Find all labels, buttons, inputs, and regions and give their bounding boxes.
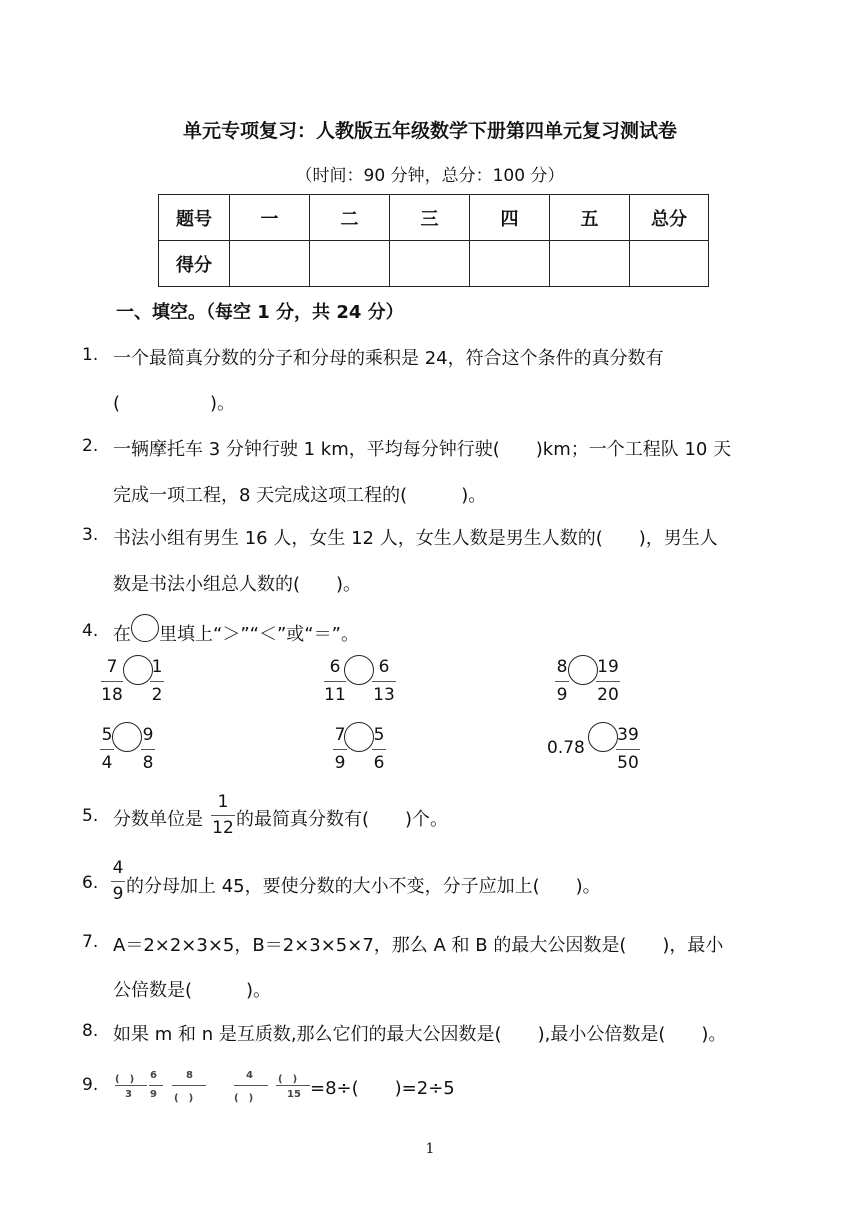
fraction-bar: [101, 681, 123, 682]
fraction-5-6: 5 6: [373, 725, 385, 773]
comparison-circle-icon[interactable]: [344, 722, 374, 752]
fraction-bar: [115, 1085, 147, 1086]
question-2-text-cont: 完成一项工程，8 天完成这项工程的( )。: [113, 485, 487, 506]
question-4-post: 里填上“＞”“＜”或“＝”。: [159, 624, 359, 645]
question-number: 8.: [82, 1021, 99, 1041]
q9-f4-num: 4: [246, 1070, 253, 1081]
q9-f1-den: 3: [125, 1089, 132, 1100]
score-cell[interactable]: [230, 241, 310, 287]
header-cell-total: 总分: [630, 195, 709, 241]
question-5-post: 的最简真分数有( )个。: [236, 809, 449, 830]
question-8-text: 如果 m 和 n 是互质数,那么它们的最大公因数是( ),最小公倍数是( )。: [113, 1024, 727, 1045]
exam-time-info: （时间：90 分钟，总分：100 分）: [295, 166, 565, 186]
fraction-1-12: 1 12: [212, 792, 234, 838]
header-cell-part-3: 三: [390, 195, 470, 241]
question-number: 9.: [82, 1075, 99, 1095]
header-cell-part-2: 二: [310, 195, 390, 241]
question-1-text: 一个最简真分数的分子和分母的乘积是 24，符合这个条件的真分数有: [113, 348, 664, 369]
fraction-bar: [111, 881, 125, 882]
score-table: [158, 194, 709, 287]
fraction-7-18: 7 18: [101, 657, 123, 705]
q9-f2-num: 6: [150, 1070, 157, 1081]
question-number: 7.: [82, 932, 99, 952]
fraction-bar: [211, 815, 235, 816]
header-cell-part-5: 五: [550, 195, 630, 241]
fraction-bar: [333, 749, 347, 750]
question-number: 1.: [82, 345, 99, 365]
fraction-4-9: 4 9: [112, 858, 124, 904]
header-cell-question-number: 题号: [159, 195, 230, 241]
score-row-label: 得分: [159, 241, 230, 287]
score-cell[interactable]: [310, 241, 390, 287]
score-cell[interactable]: [470, 241, 550, 287]
fraction-bar: [141, 749, 155, 750]
question-7-text: A＝2×2×3×5，B＝2×3×5×7，那么 A 和 B 的最大公因数是( )，最小: [113, 935, 724, 956]
q9-f5-den: 15: [287, 1089, 301, 1100]
question-number: 4.: [82, 621, 99, 641]
question-number: 2.: [82, 436, 99, 456]
page-number: 1: [425, 1141, 435, 1157]
comparison-circle-icon: [131, 614, 159, 642]
fraction-19-20: 19 20: [597, 657, 619, 705]
question-3-text: 书法小组有男生 16 人，女生 12 人，女生人数是男生人数的( )，男生人: [113, 528, 718, 549]
q9-f3-num: 8: [186, 1070, 193, 1081]
question-2-text: 一辆摩托车 3 分钟行驶 1 km，平均每分钟行驶( )km；一个工程队 10 天: [113, 439, 732, 460]
score-cell[interactable]: [630, 241, 709, 287]
question-number: 5.: [82, 806, 99, 826]
fraction-bar: [234, 1085, 268, 1086]
comparison-circle-icon[interactable]: [123, 655, 153, 685]
header-cell-part-4: 四: [470, 195, 550, 241]
q9-f3-den: ( ): [174, 1093, 194, 1104]
fraction-6-11: 6 11: [324, 657, 346, 705]
fraction-bar: [555, 681, 569, 682]
question-number: 3.: [82, 525, 99, 545]
header-cell-part-1: 一: [230, 195, 310, 241]
decimal-value: 0.78: [547, 738, 585, 758]
fraction-bar: [149, 1085, 163, 1086]
question-6-text: 的分母加上 45，要使分数的大小不变，分子应加上( )。: [126, 876, 601, 897]
question-9-tail: =8÷( )=2÷5: [310, 1078, 455, 1099]
question-1-answer-blank: ( )。: [113, 393, 236, 414]
q9-f1-num: ( ): [115, 1074, 135, 1085]
fraction-bar: [100, 749, 114, 750]
section-heading-fill-in: 一、填空。（每空 1 分，共 24 分）: [116, 302, 404, 323]
question-number: 6.: [82, 873, 99, 893]
comparison-circle-icon[interactable]: [588, 722, 618, 752]
question-3-text-cont: 数是书法小组总人数的( )。: [113, 574, 362, 595]
fraction-bar: [150, 681, 164, 682]
fraction-8-9: 8 9: [556, 657, 568, 705]
fraction-bar: [372, 749, 386, 750]
fraction-9-8: 9 8: [142, 725, 154, 773]
fraction-5-4: 5 4: [101, 725, 113, 773]
fraction-bar: [616, 749, 640, 750]
fraction-bar: [276, 1085, 310, 1086]
q9-f5-num: ( ): [278, 1074, 298, 1085]
question-7-text-cont: 公倍数是( )。: [113, 980, 272, 1001]
fraction-bar: [172, 1085, 206, 1086]
question-4-pre: 在: [113, 624, 131, 645]
fraction-1-2: 1 2: [151, 657, 163, 705]
score-cell[interactable]: [390, 241, 470, 287]
document-title: 单元专项复习：人教版五年级数学下册第四单元复习测试卷: [182, 120, 677, 142]
fraction-bar: [596, 681, 620, 682]
fraction-bar: [372, 681, 396, 682]
q9-f2-den: 9: [150, 1089, 157, 1100]
score-cell[interactable]: [550, 241, 630, 287]
score-table-score-row: [159, 241, 709, 287]
question-4-text: [113, 620, 359, 646]
question-5-pre: 分数单位是: [113, 809, 203, 830]
fraction-7-9: 7 9: [334, 725, 346, 773]
fraction-6-13: 6 13: [373, 657, 395, 705]
comparison-circle-icon[interactable]: [112, 722, 142, 752]
comparison-circle-icon[interactable]: [568, 655, 598, 685]
q9-f4-den: ( ): [234, 1093, 254, 1104]
fraction-bar: [324, 681, 346, 682]
score-table-header-row: [159, 195, 709, 241]
comparison-circle-icon[interactable]: [344, 655, 374, 685]
fraction-39-50: 39 50: [617, 725, 639, 773]
